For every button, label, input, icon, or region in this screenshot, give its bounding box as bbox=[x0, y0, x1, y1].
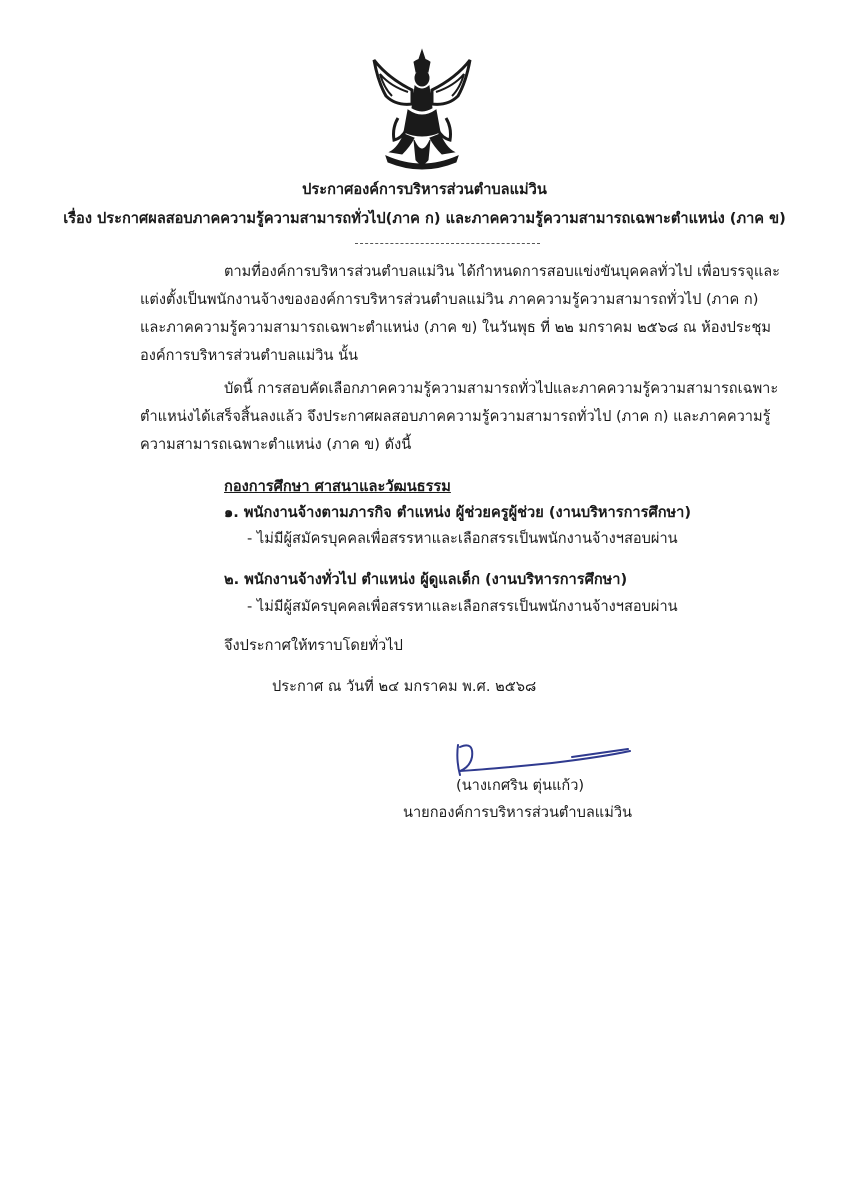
date-line: ประกาศ ณ วันที่ ๒๔ มกราคม พ.ศ. ๒๕๖๘ bbox=[272, 678, 537, 695]
garuda-emblem-icon bbox=[368, 48, 476, 176]
position-result-1: - ไม่มีผู้สมัครบุคคลเพื่อสรรหาและเลือกสรรเป็นพนักงานจ้างฯสอบผ่าน bbox=[247, 530, 678, 547]
division-name: กองการศึกษา ศาสนาและวัฒนธรรม bbox=[224, 478, 451, 495]
announcement-title: ประกาศองค์การบริหารส่วนตำบลแม่วิน bbox=[302, 181, 547, 198]
announcement-subject: เรื่อง ประกาศผลสอบภาคความรู้ความสามารถทั่วไป(ภาค ก) และภาคความรู้ความสามารถเฉพาะตำแหน่ง (ภาค ข) bbox=[63, 210, 786, 227]
position-heading-1: ๑. พนักงานจ้างตามภารกิจ ตำแหน่ง ผู้ช่วยครูผู้ช่วย (งานบริหารการศึกษา) bbox=[224, 504, 692, 521]
header-divider bbox=[355, 243, 540, 244]
position-result-2: - ไม่มีผู้สมัครบุคคลเพื่อสรรหาและเลือกสรรเป็นพนักงานจ้างฯสอบผ่าน bbox=[247, 598, 678, 615]
paragraph1-line: ตามที่องค์การบริหารส่วนตำบลแม่วิน ได้กำหนดการสอบแข่งขันบุคคลทั่วไป เพื่อบรรจุและ bbox=[224, 263, 781, 280]
signatory-position: นายกองค์การบริหารส่วนตำบลแม่วิน bbox=[403, 804, 632, 821]
signatory-name: (นางเกศริน ตุ่นแก้ว) bbox=[456, 777, 585, 794]
paragraph2-line: ตำแหน่งได้เสร็จสิ้นลงแล้ว จึงประกาศผลสอบภาคความรู้ความสามารถทั่วไป (ภาค ก) และภาคความรู้ bbox=[140, 408, 771, 425]
paragraph1-line: องค์การบริหารส่วนตำบลแม่วิน นั้น bbox=[140, 347, 359, 364]
paragraph1-line: แต่งตั้งเป็นพนักงานจ้างขององค์การบริหารส่วนตำบลแม่วิน ภาคความรู้ความสามารถทั่วไป (ภาค ก) bbox=[140, 291, 759, 308]
paragraph1-line: และภาคความรู้ความสามารถเฉพาะตำแหน่ง (ภาค ข) ในวันพุธ ที่ ๒๒ มกราคม ๒๕๖๘ ณ ห้องประชุม bbox=[140, 319, 772, 336]
paragraph2-line: ความสามารถเฉพาะตำแหน่ง (ภาค ข) ดังนี้ bbox=[140, 436, 412, 453]
paragraph2-line: บัดนี้ การสอบคัดเลือกภาคความรู้ความสามารถทั่วไปและภาคความรู้ความสามารถเฉพาะ bbox=[224, 380, 779, 397]
position-heading-2: ๒. พนักงานจ้างทั่วไป ตำแหน่ง ผู้ดูแลเด็ก (งานบริหารการศึกษา) bbox=[224, 571, 628, 588]
closing-text: จึงประกาศให้ทราบโดยทั่วไป bbox=[224, 637, 403, 654]
